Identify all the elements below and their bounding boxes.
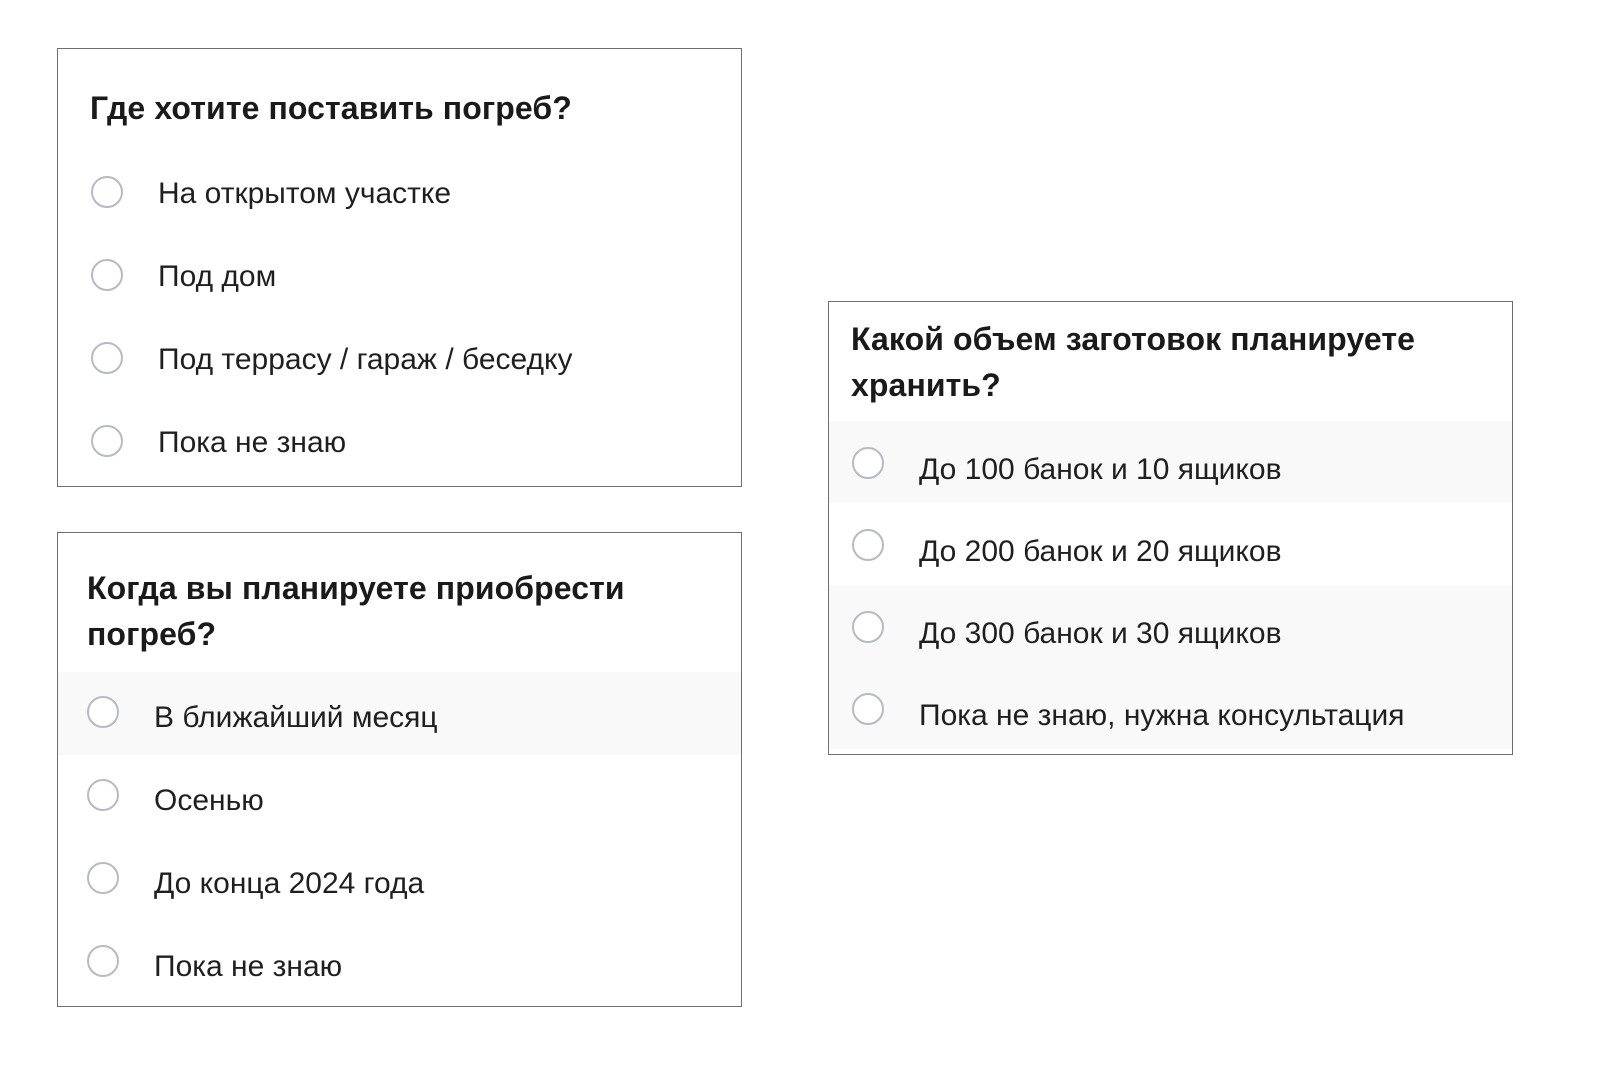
- radio-circle-icon[interactable]: [87, 945, 119, 977]
- option-under-house[interactable]: [58, 235, 741, 318]
- option-label: В ближайший месяц: [154, 701, 438, 734]
- option-dont-know[interactable]: [58, 401, 741, 484]
- option-end-of-year[interactable]: [58, 838, 741, 921]
- location-options-list: [58, 152, 741, 484]
- radio-circle-icon[interactable]: [87, 862, 119, 894]
- option-next-month[interactable]: [58, 672, 741, 755]
- radio-circle-icon[interactable]: [852, 693, 884, 725]
- option-under-terrace[interactable]: [58, 318, 741, 401]
- option-need-consultation[interactable]: [829, 667, 1512, 749]
- timing-options-list: [58, 672, 741, 1004]
- option-300-jars[interactable]: [829, 585, 1512, 667]
- timing-question-card: [57, 532, 742, 1007]
- option-label: Пока не знаю: [158, 426, 347, 459]
- radio-circle-icon[interactable]: [87, 779, 119, 811]
- radio-circle-icon[interactable]: [91, 259, 123, 291]
- option-label: Под террасу / гараж / беседку: [158, 343, 573, 376]
- radio-circle-icon[interactable]: [852, 447, 884, 479]
- volume-question-card: [828, 301, 1513, 755]
- radio-circle-icon[interactable]: [852, 611, 884, 643]
- radio-circle-icon[interactable]: [91, 176, 123, 208]
- option-100-jars[interactable]: [829, 421, 1512, 503]
- option-label: На открытом участке: [158, 177, 452, 210]
- volume-options-list: [829, 421, 1512, 749]
- location-question-title: Где хотите поставить погреб?: [90, 90, 572, 126]
- option-200-jars[interactable]: [829, 503, 1512, 585]
- option-label: До 200 банок и 20 ящиков: [919, 535, 1282, 568]
- timing-question-title: Когда вы планируете приобрести погреб?: [87, 570, 625, 652]
- option-label: Под дом: [158, 260, 277, 293]
- radio-circle-icon[interactable]: [87, 696, 119, 728]
- option-label: До 100 банок и 10 ящиков: [919, 453, 1282, 486]
- location-question-card: [57, 48, 742, 487]
- option-autumn[interactable]: [58, 755, 741, 838]
- option-label: Пока не знаю, нужна консультация: [919, 699, 1405, 732]
- radio-circle-icon[interactable]: [91, 342, 123, 374]
- radio-circle-icon[interactable]: [852, 529, 884, 561]
- volume-question-title: Какой объем заготовок планируете хранить?: [851, 321, 1416, 403]
- option-label: Осенью: [154, 784, 264, 817]
- option-label: Пока не знаю: [154, 950, 343, 983]
- option-open-plot[interactable]: [58, 152, 741, 235]
- option-dont-know[interactable]: [58, 921, 741, 1004]
- option-label: До конца 2024 года: [154, 867, 425, 900]
- option-label: До 300 банок и 30 ящиков: [919, 617, 1282, 650]
- radio-circle-icon[interactable]: [91, 425, 123, 457]
